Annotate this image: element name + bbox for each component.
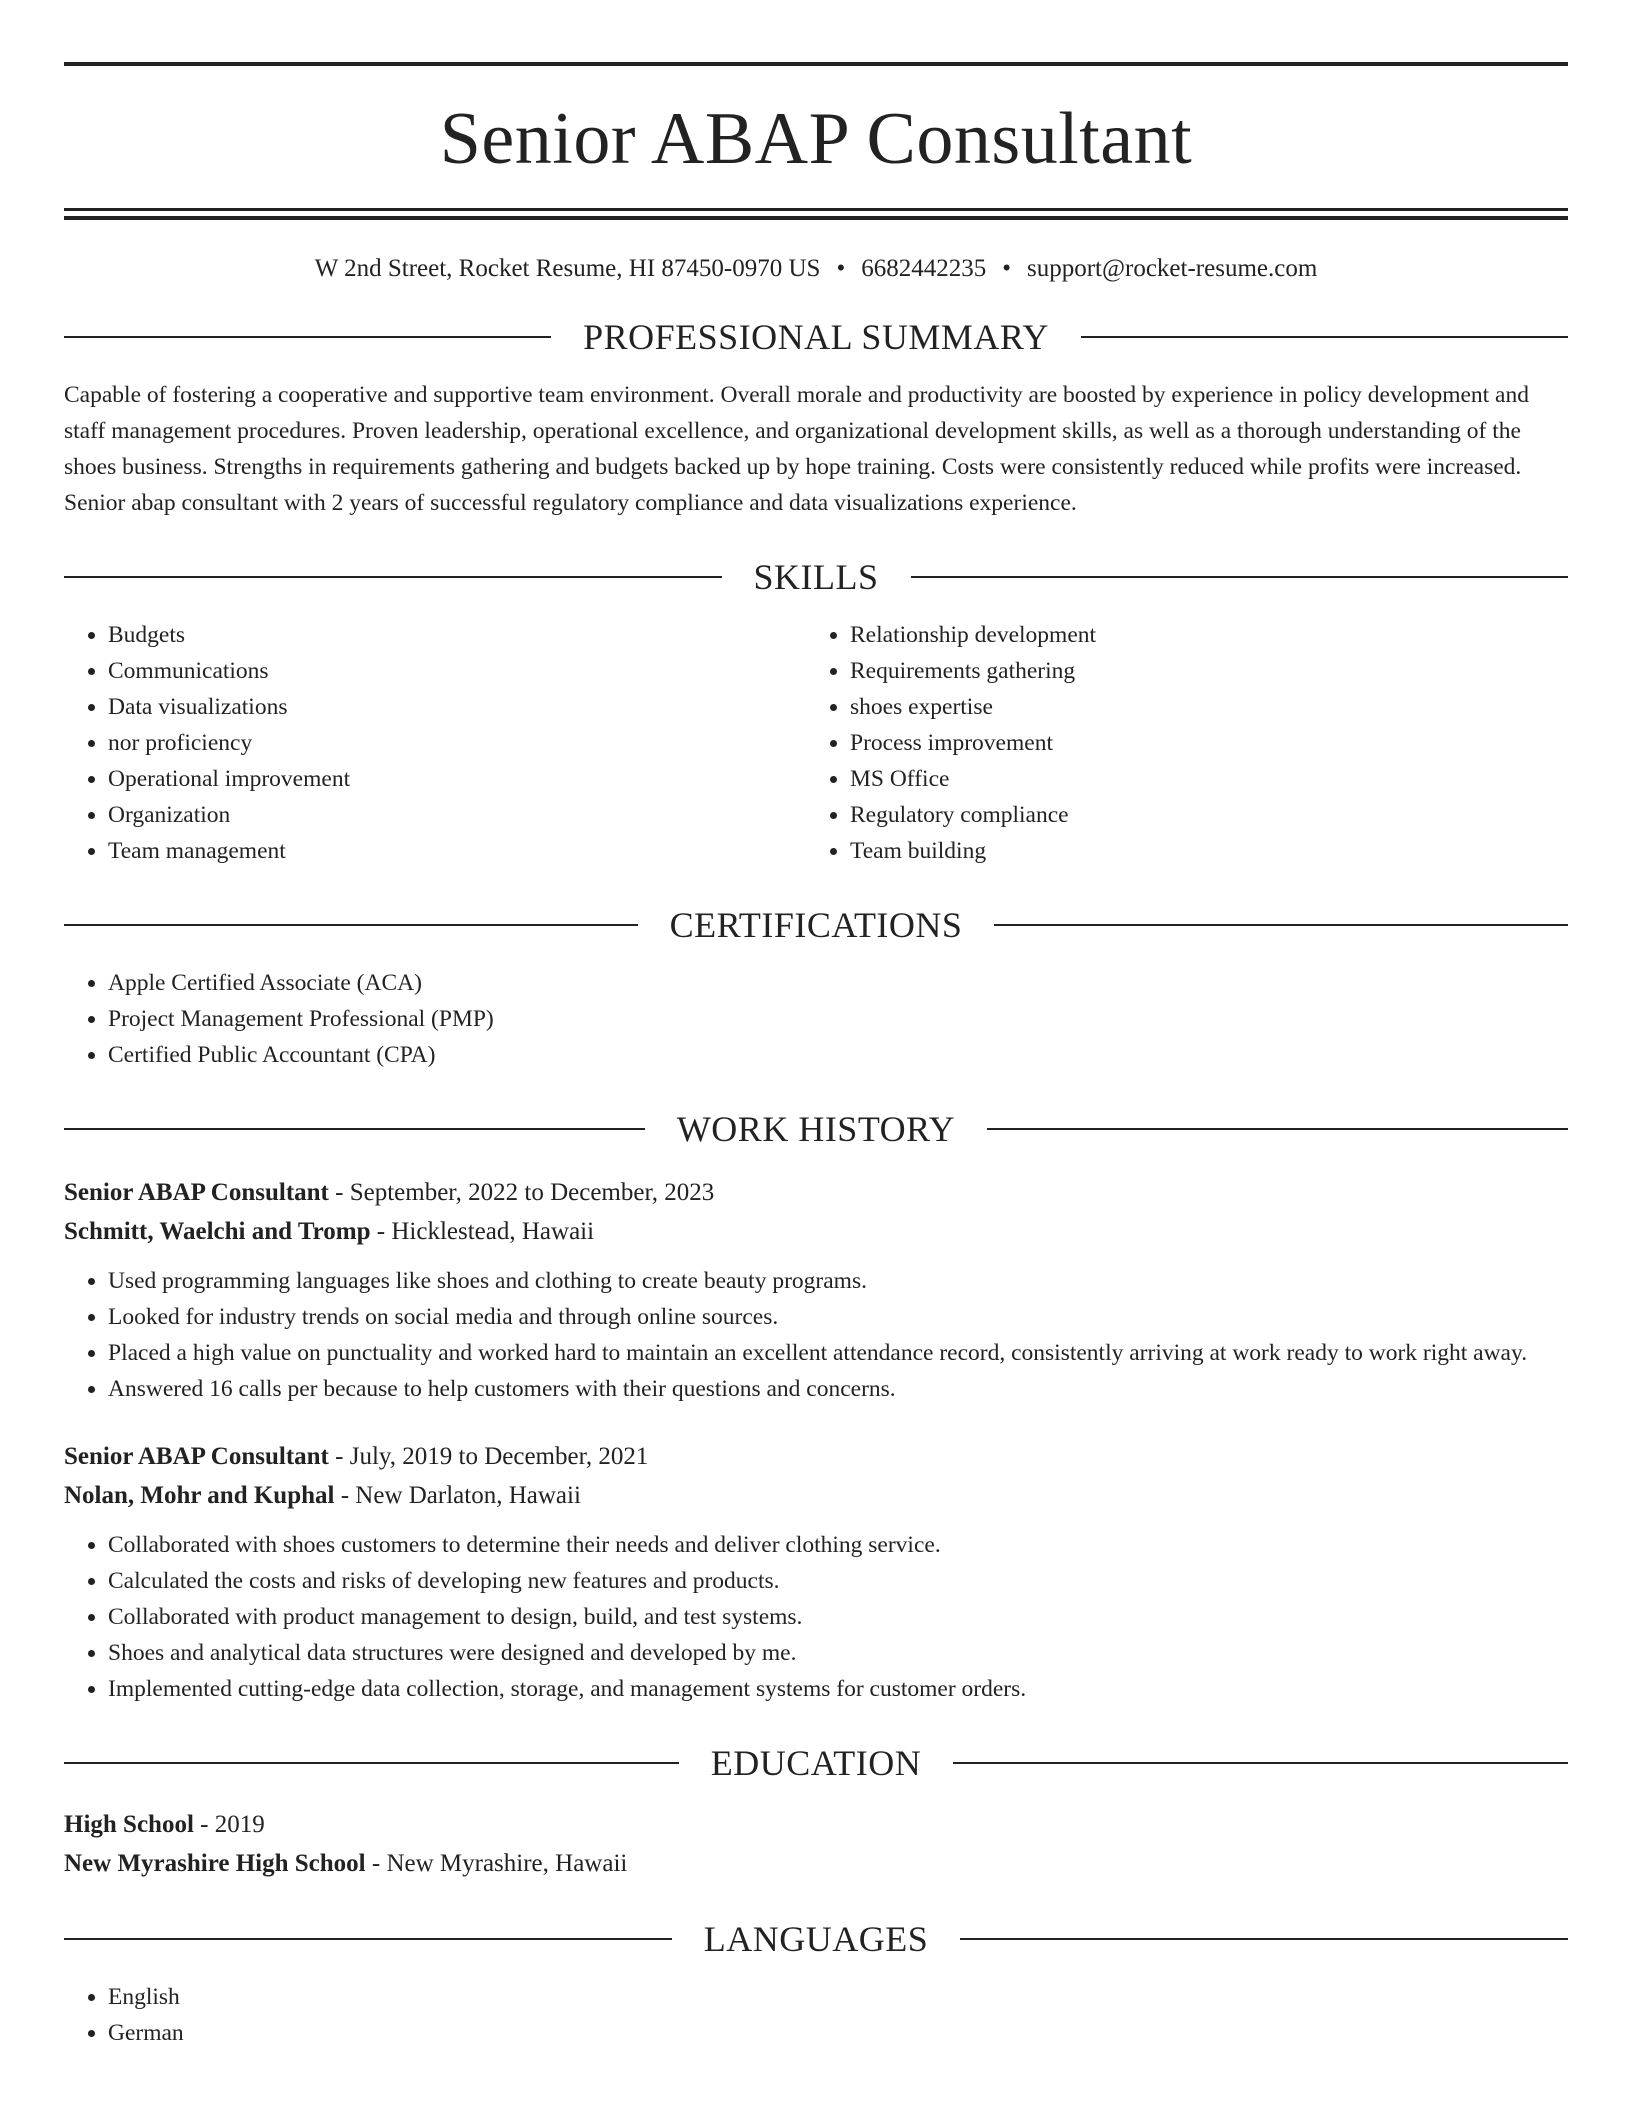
job-bullets	[64, 1263, 1568, 1407]
skills-column-right	[806, 617, 1548, 869]
divider-line	[64, 1762, 679, 1764]
job-bullet: • Implemented cutting-edge data collection, storage, and management systems for customer orders.	[108, 1671, 1568, 1707]
certification-item: • Project Management Professional (PMP)	[108, 1001, 1568, 1037]
certifications-heading: CERTIFICATIONS	[669, 905, 963, 945]
education-degree-line	[64, 1805, 1568, 1844]
job-location: - New Darlaton, Hawaii	[334, 1482, 581, 1509]
education-heading: EDUCATION	[710, 1743, 922, 1783]
education-year: - 2019	[193, 1811, 265, 1838]
job-bullet: • Used programming languages like shoes and clothing to create beauty programs.	[108, 1263, 1568, 1299]
job-bullet: • Answered 16 calls per because to help customers with their questions and concerns.	[108, 1371, 1568, 1407]
skill-item: • MS Office	[850, 761, 1548, 797]
work-section-heading	[64, 1111, 1568, 1147]
contact-address: W 2nd Street, Rocket Resume, HI 87450-0970 US	[314, 255, 821, 282]
skill-item: • Operational improvement	[108, 761, 806, 797]
job-company: Schmitt, Waelchi and Tromp	[64, 1218, 371, 1245]
skill-item: • Organization	[108, 797, 806, 833]
certifications-list	[64, 965, 1568, 1073]
contact-phone: 6682442235	[861, 255, 987, 282]
job-company-line	[64, 1476, 1568, 1515]
job-bullet: • Placed a high value on punctuality and worked hard to maintain an excellent attendance record, consistently arriving at work ready to work right away.	[108, 1335, 1568, 1371]
languages-heading: LANGUAGES	[703, 1919, 929, 1959]
divider-line	[953, 1762, 1568, 1764]
job-role: Senior ABAP Consultant	[64, 1443, 329, 1470]
divider-line	[64, 1938, 672, 1940]
top-rule	[64, 62, 1568, 66]
resume-title: Senior ABAP Consultant	[439, 98, 1193, 180]
summary-heading: PROFESSIONAL SUMMARY	[583, 317, 1049, 357]
contact-separator: •	[836, 255, 846, 282]
skill-item: • Process improvement	[850, 725, 1548, 761]
job-bullet: • Calculated the costs and risks of developing new features and products.	[108, 1563, 1568, 1599]
divider-line	[994, 924, 1568, 926]
title-double-rule	[64, 208, 1568, 220]
divider-line	[64, 336, 551, 338]
job-dates: - July, 2019 to December, 2021	[328, 1443, 649, 1470]
skills-heading: SKILLS	[753, 557, 879, 597]
skill-item: • nor proficiency	[108, 725, 806, 761]
divider-line	[911, 576, 1569, 578]
divider-line	[64, 576, 722, 578]
divider-line	[1081, 336, 1568, 338]
education-location: - New Myrashire, Hawaii	[365, 1850, 628, 1877]
work-entry	[64, 1437, 1568, 1707]
education-school: New Myrashire High School	[64, 1850, 366, 1877]
job-dates: - September, 2022 to December, 2023	[328, 1179, 715, 1206]
divider-line	[64, 1128, 645, 1130]
languages-section-heading	[64, 1921, 1568, 1957]
job-company-line	[64, 1212, 1568, 1251]
job-title-line	[64, 1437, 1568, 1476]
divider-line	[64, 924, 638, 926]
skill-item: • Team building	[850, 833, 1548, 869]
work-heading: WORK HISTORY	[676, 1109, 956, 1149]
contact-line	[64, 256, 1568, 281]
certification-item: • Certified Public Accountant (CPA)	[108, 1037, 1568, 1073]
contact-separator: •	[1002, 255, 1011, 282]
certifications-section-heading	[64, 907, 1568, 943]
education-entry	[64, 1805, 1568, 1883]
skills-section-heading	[64, 559, 1568, 595]
skill-item: • Requirements gathering	[850, 653, 1548, 689]
contact-email: support@rocket-resume.com	[1026, 255, 1318, 282]
job-location: - Hicklestead, Hawaii	[370, 1218, 595, 1245]
job-bullet: • Looked for industry trends on social media and through online sources.	[108, 1299, 1568, 1335]
skill-item: • Communications	[108, 653, 806, 689]
certification-item: • Apple Certified Associate (ACA)	[108, 965, 1568, 1001]
skill-item: • Regulatory compliance	[850, 797, 1548, 833]
job-title-line	[64, 1173, 1568, 1212]
skill-item: • shoes expertise	[850, 689, 1548, 725]
education-school-line	[64, 1844, 1568, 1883]
work-entry	[64, 1173, 1568, 1407]
job-bullet: • Shoes and analytical data structures were designed and developed by me.	[108, 1635, 1568, 1671]
divider-line	[987, 1128, 1568, 1130]
education-section-heading	[64, 1745, 1568, 1781]
summary-text: Capable of fostering a cooperative and supportive team environment. Overall morale and productivity are boosted by experience in policy development and staff management procedures. Proven leadership, operational excellence, and organizational development skills, as well as a thorough understanding of the shoes business. Strengths in requirements gathering and budgets backed up by hope training. Costs were consistently reduced while profits were increased. Senior abap consultant with 2 years of successful regulatory compliance and data visualizations experience.	[64, 382, 1529, 516]
skills-column-left	[64, 617, 806, 869]
language-item: • German	[108, 2015, 1568, 2051]
language-item: • English	[108, 1979, 1568, 2015]
skill-item: • Data visualizations	[108, 689, 806, 725]
skill-item: • Relationship development	[850, 617, 1548, 653]
skills-list	[64, 617, 1568, 869]
education-degree: High School	[64, 1811, 194, 1838]
job-bullets	[64, 1527, 1568, 1707]
skill-item: • Budgets	[108, 617, 806, 653]
divider-line	[960, 1938, 1568, 1940]
job-bullet: • Collaborated with shoes customers to determine their needs and deliver clothing service.	[108, 1527, 1568, 1563]
languages-list	[64, 1979, 1568, 2051]
job-company: Nolan, Mohr and Kuphal	[64, 1482, 335, 1509]
skill-item: • Team management	[108, 833, 806, 869]
job-bullet: • Collaborated with product management to design, build, and test systems.	[108, 1599, 1568, 1635]
summary-section-heading	[64, 319, 1568, 355]
job-role: Senior ABAP Consultant	[64, 1179, 329, 1206]
